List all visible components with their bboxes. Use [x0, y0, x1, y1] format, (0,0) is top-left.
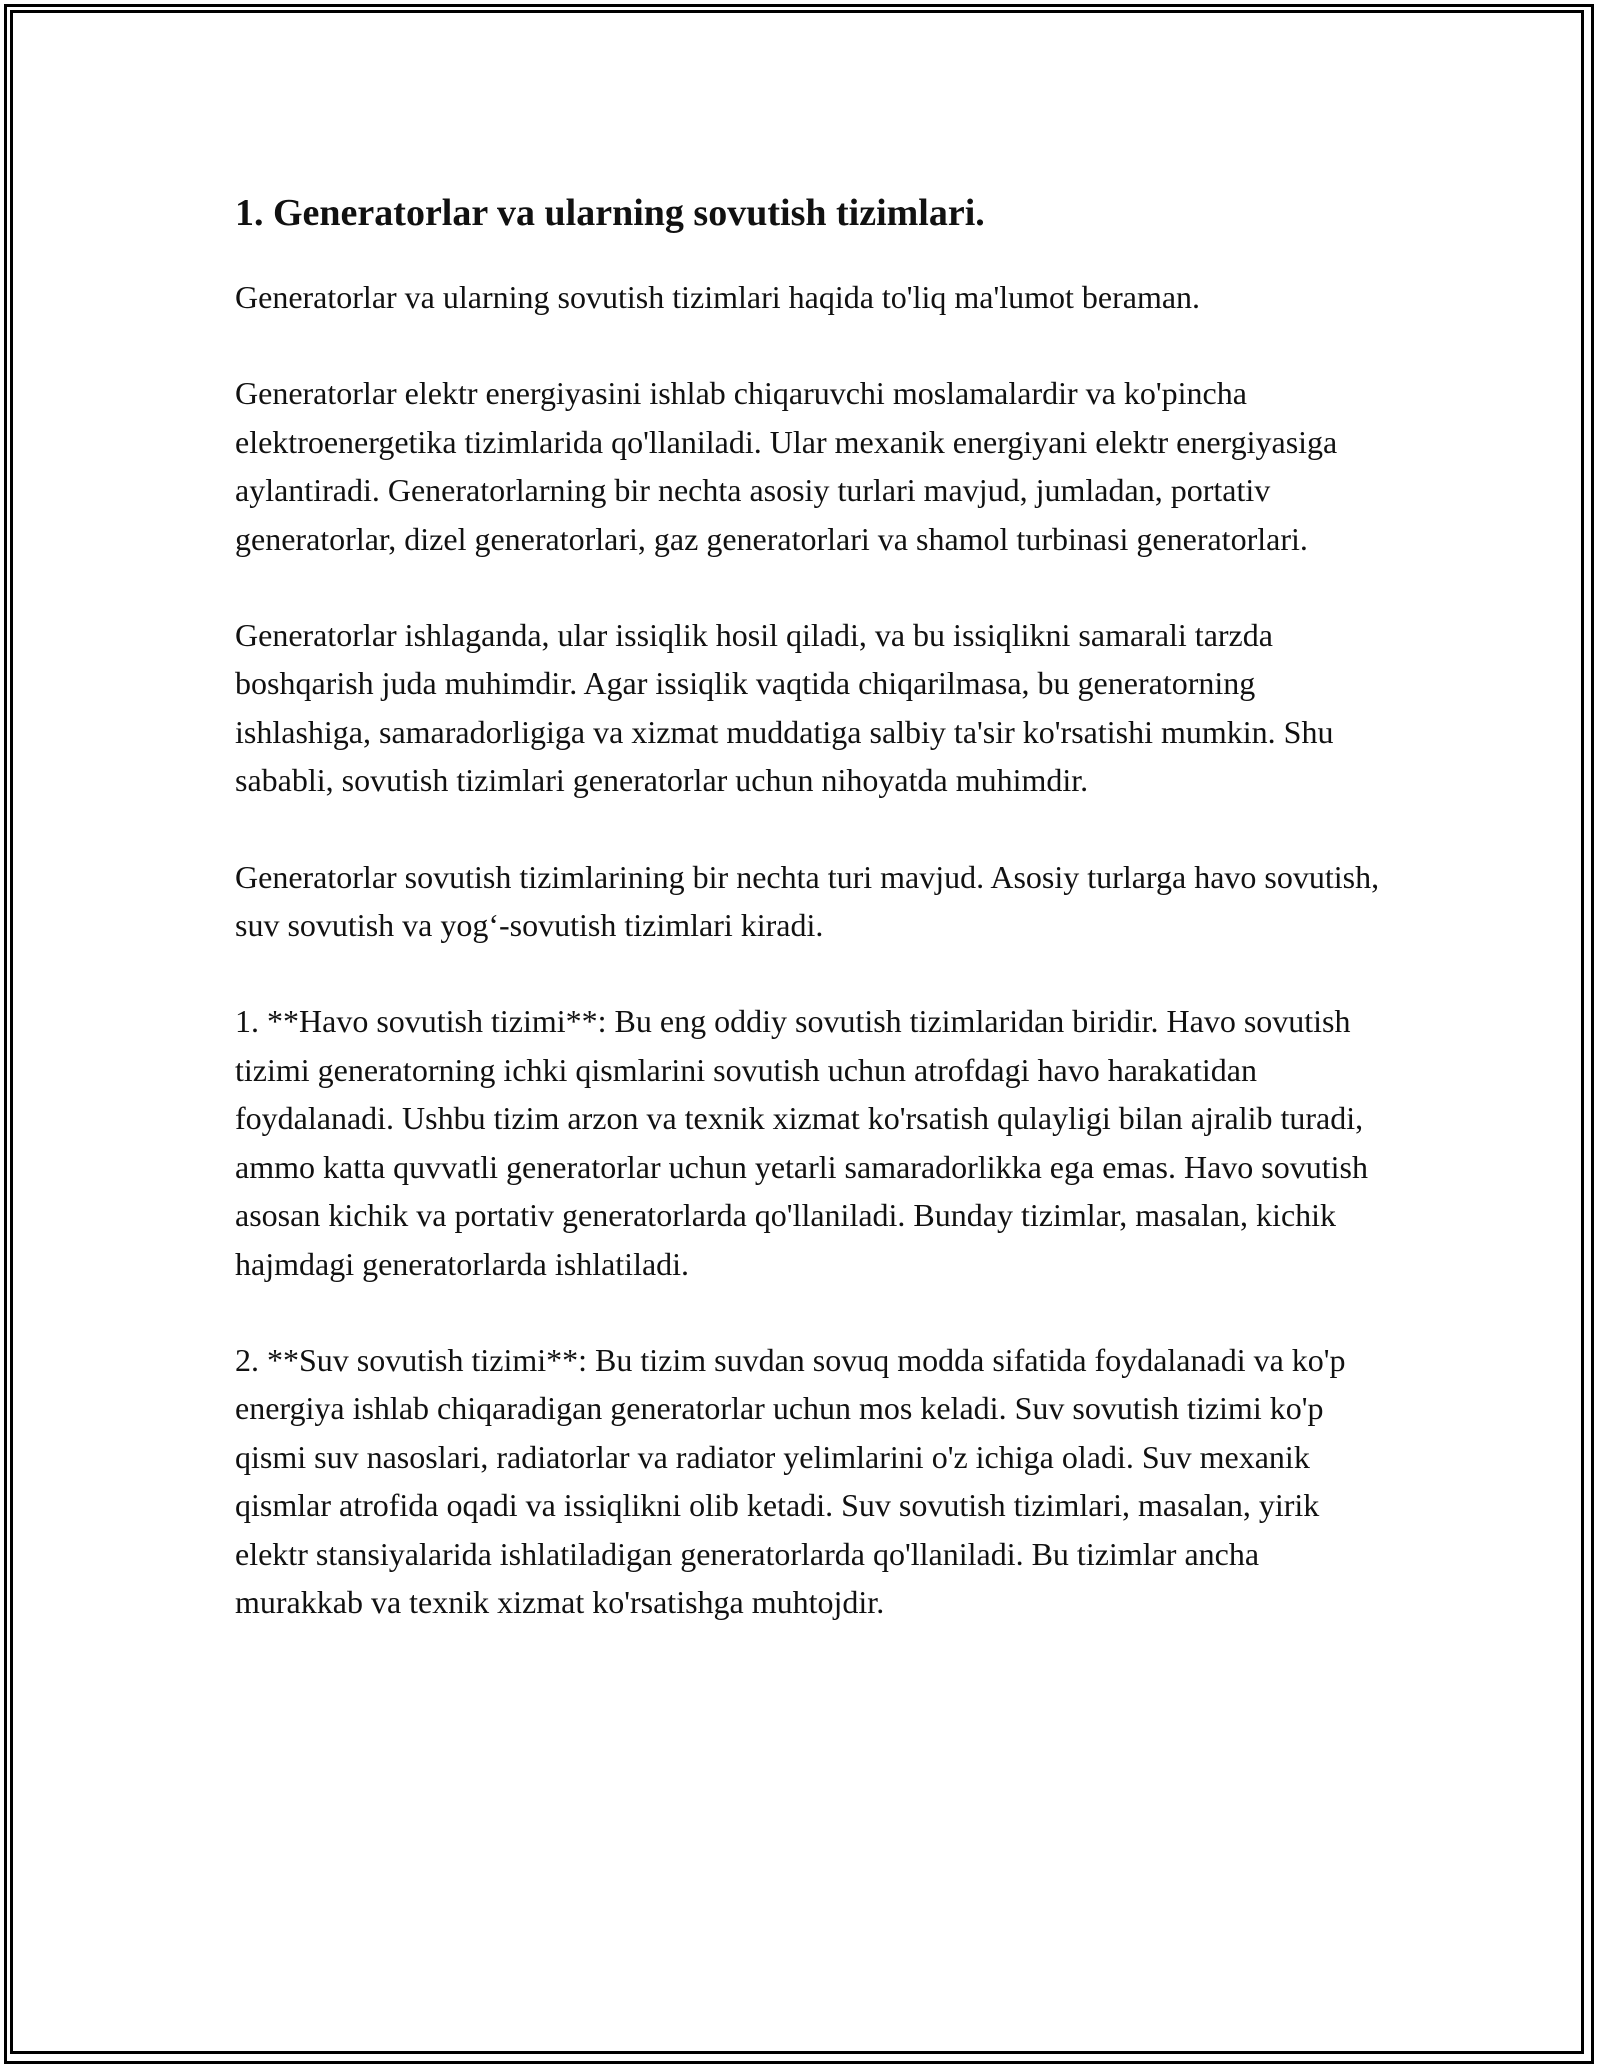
paragraph-generators-overview: Generatorlar elektr energiyasini ishlab chiqaruvchi moslamalardir va ko'pincha elektroenergetika tizimlarida qo'llaniladi. Ular mexanik energiyani elektr energiyasiga aylantiradi. Generatorlarning bir nechta asosiy turlari mavjud, jumladan, portativ generatorlar, dizel generatorlari, gaz generatorlari va shamol turbinasi generatorlari.: [235, 375, 1338, 557]
document-body: [235, 183, 1385, 1626]
paragraph-water-cooling: 2. **Suv sovutish tizimi**: Bu tizim suvdan sovuq modda sifatida foydalanadi va ko'p energiya ishlab chiqaradigan generatorlar uchun mos keladi. Suv sovutish tizimi ko'p qismi suv nasoslari, radiatorlar va radiator yelimlarini o'z ichiga oladi. Suv mexanik qismlar atrofida oqadi va issiqlikni olib ketadi. Suv sovutish tizimlari, masalan, yirik elektr stansiyalarida ishlatiladigan generatorlarda qo'llaniladi. Bu tizimlar ancha murakkab va texnik xizmat ko'rsatishga muhtojdir.: [235, 1341, 1346, 1620]
paragraph-cooling-types: Generatorlar sovutish tizimlarining bir nechta turi mavjud. Asosiy turlarga havo sovutish, suv sovutish va yog‘-sovutish tizimlari kiradi.: [235, 858, 1380, 944]
document-title: 1. Generatorlar va ularning sovutish tizimlari.: [235, 192, 985, 234]
paragraph-heat-importance: Generatorlar ishlaganda, ular issiqlik hosil qiladi, va bu issiqlikni samarali tarzda boshqarish juda muhimdir. Agar issiqlik vaqtida chiqarilmasa, bu generatorning ishlashiga, samaradorligiga va xizmat muddatiga salbiy ta'sir ko'rsatishi mumkin. Shu sababli, sovutish tizimlari generatorlar uchun nihoyatda muhimdir.: [235, 617, 1334, 799]
paragraph-air-cooling: 1. **Havo sovutish tizimi**: Bu eng oddiy sovutish tizimlaridan biridir. Havo sovutish tizimi generatorning ichki qismlarini sovutish uchun atrofdagi havo harakatidan foydalanadi. Ushbu tizim arzon va texnik xizmat ko'rsatish qulayligi bilan ajralib turadi, ammo katta quvvatli generatorlar uchun yetarli samaradorlikka ega emas. Havo sovutish asosan kichik va portativ generatorlarda qo'llaniladi. Bunday tizimlar, masalan, kichik hajmdagi generatorlarda ishlatiladi.: [235, 1003, 1368, 1282]
paragraph-intro: Generatorlar va ularning sovutish tizimlari haqida to'liq ma'lumot beraman.: [235, 279, 1201, 315]
